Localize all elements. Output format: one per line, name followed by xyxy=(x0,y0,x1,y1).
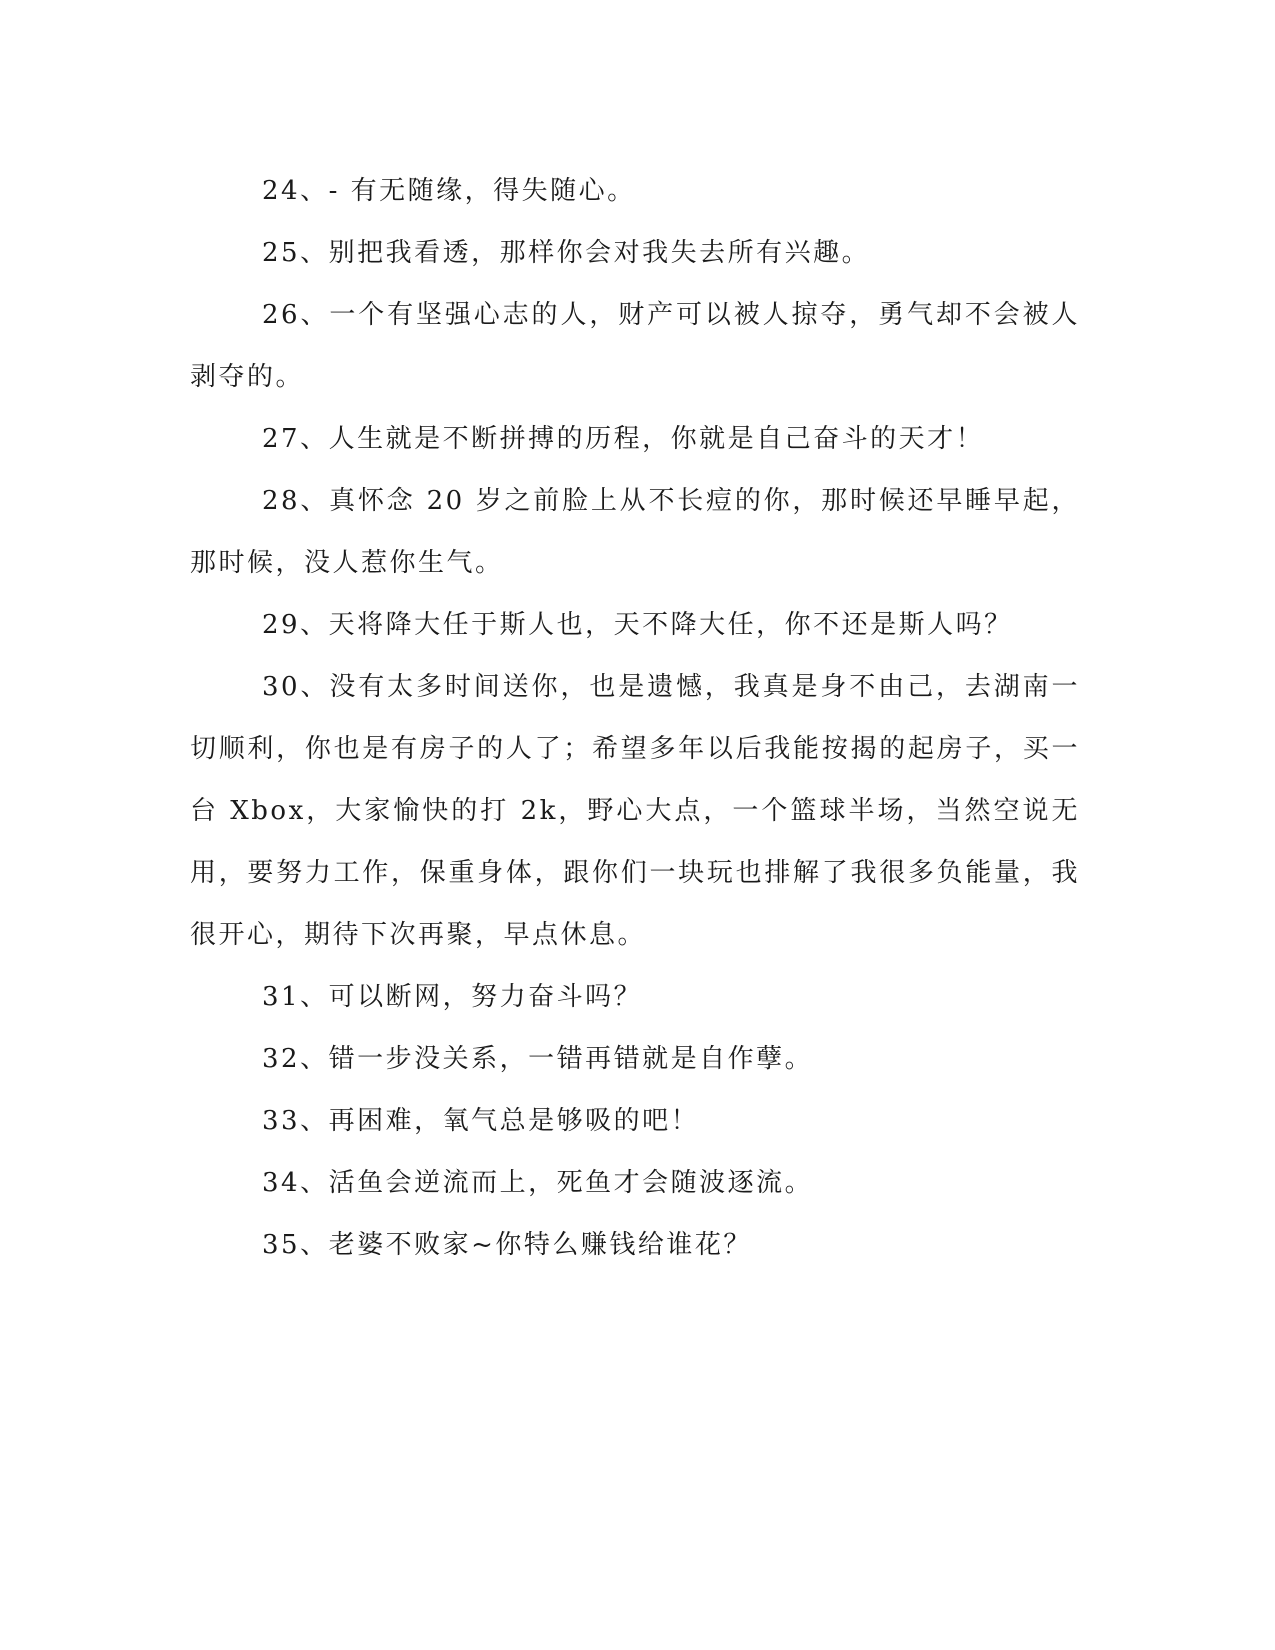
paragraph-34: 34、活鱼会逆流而上，死鱼才会随波逐流。 xyxy=(262,1168,814,1198)
paragraph-26: 26、一个有坚强心志的人，财产可以被人掠夺，勇气却不会被人剥夺的。 xyxy=(190,300,1080,392)
document-body xyxy=(190,160,1080,1276)
paragraph-29: 29、天将降大任于斯人也，天不降大任，你不还是斯人吗？ xyxy=(262,610,1013,640)
paragraph-24: 24、- 有无随缘，得失随心。 xyxy=(262,176,636,206)
paragraph-33: 33、再困难，氧气总是够吸的吧！ xyxy=(262,1106,700,1136)
paragraph-32: 32、错一步没关系，一错再错就是自作孽。 xyxy=(262,1044,814,1074)
paragraph-30: 30、没有太多时间送你，也是遗憾，我真是身不由己，去湖南一切顺利，你也是有房子的人了；希望多年以后我能按揭的起房子，买一台 Xbox，大家愉快的打 2k，野心大点，一个篮球半场，当然空说无用，要努力工作，保重身体，跟你们一块玩也排解了我很多负能量，我很开心，期待下次再聚，早点休息。 xyxy=(190,672,1080,950)
paragraph-25: 25、别把我看透，那样你会对我失去所有兴趣。 xyxy=(262,238,871,268)
paragraph-35: 35、老婆不败家~你特么赚钱给谁花？ xyxy=(262,1230,752,1260)
paragraph-27: 27、人生就是不断拼搏的历程，你就是自己奋斗的天才！ xyxy=(262,424,985,454)
paragraph-31: 31、可以断网，努力奋斗吗？ xyxy=(262,982,643,1012)
paragraph-28: 28、真怀念 20 岁之前脸上从不长痘的你，那时候还早睡早起，那时候，没人惹你生气。 xyxy=(190,486,1080,578)
